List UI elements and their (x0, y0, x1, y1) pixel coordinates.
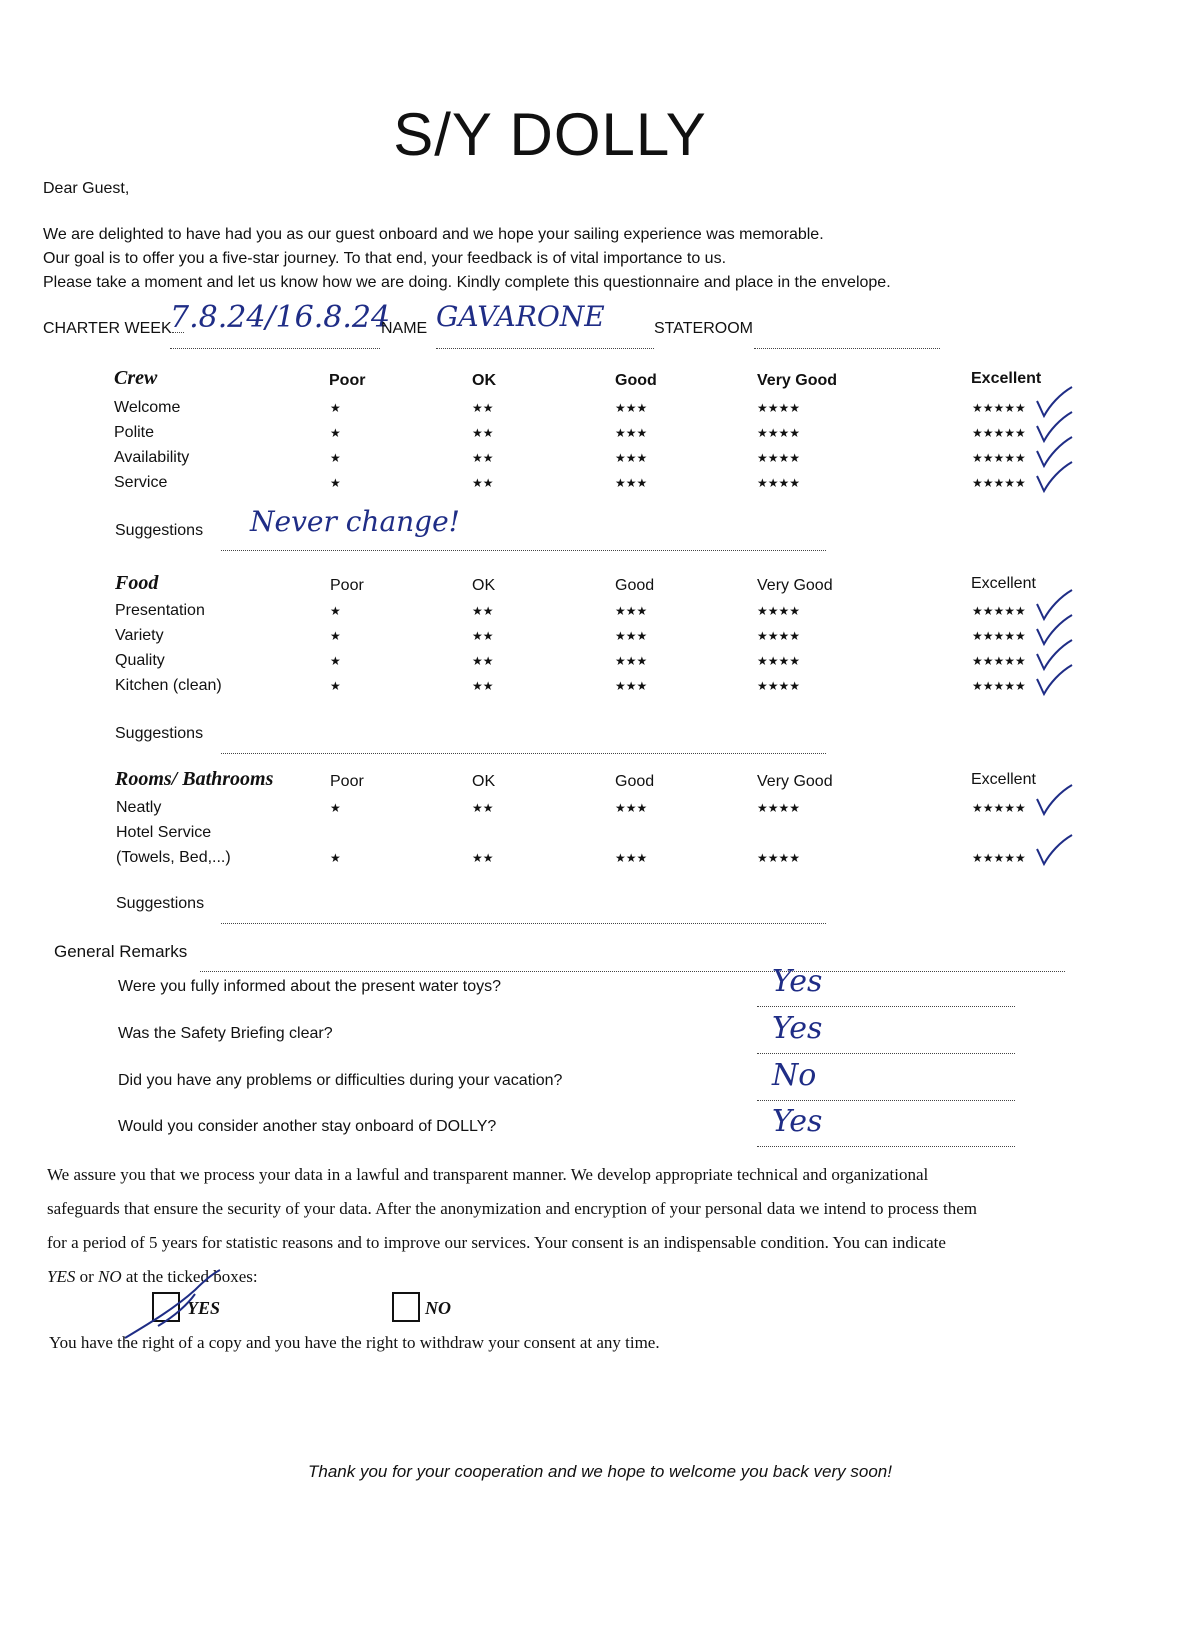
rooms-rating-option[interactable]: ★ (330, 801, 341, 815)
food-rating-option[interactable]: ★★★★★ (972, 654, 1026, 668)
name-field[interactable]: GAVARONE (436, 300, 605, 333)
crew-rating-option[interactable]: ★★ (472, 401, 494, 415)
crew-rating-option[interactable]: ★ (330, 451, 341, 465)
crew-row-label: Service (114, 474, 168, 491)
col-poor: Poor (330, 577, 364, 594)
col-excellent: Excellent (971, 771, 1036, 788)
remark-question: Did you have any problems or difficulties during your vacation? (118, 1072, 563, 1089)
name-label: NAME (381, 320, 428, 337)
crew-suggestions-label: Suggestions (115, 522, 204, 539)
crew-check-mark (1034, 460, 1074, 494)
rooms-rating-option[interactable]: ★★★★ (757, 801, 801, 815)
crew-rating-option[interactable]: ★★ (472, 451, 494, 465)
food-check-mark (1034, 663, 1074, 697)
crew-rating-option[interactable]: ★★★★★ (972, 426, 1026, 440)
food-rating-option[interactable]: ★ (330, 604, 341, 618)
col-poor: Poor (329, 372, 366, 389)
remark-question: Would you consider another stay onboard of DOLLY? (118, 1118, 497, 1135)
consent-line-3: for a period of 5 years for statistic reasons and to improve our services. Your consent is an indispensable condition. You can indicate (47, 1233, 946, 1252)
salutation: Dear Guest, (43, 180, 130, 197)
food-rating-option[interactable]: ★ (330, 629, 341, 643)
rooms-rating-option[interactable]: ★★★★ (757, 851, 801, 865)
consent-line-1: We assure you that we process your data in a lawful and transparent manner. We develop appropriate technical and organizational (47, 1165, 929, 1184)
crew-rating-option[interactable]: ★★★ (615, 401, 648, 415)
col-good: Good (615, 372, 657, 389)
rooms-rating-option[interactable]: ★★ (472, 801, 494, 815)
crew-rating-option[interactable]: ★★★★ (757, 476, 801, 490)
rooms-rating-option[interactable]: ★★★ (615, 851, 648, 865)
col-ok: OK (472, 577, 496, 594)
food-rating-option[interactable]: ★ (330, 679, 341, 693)
thank-you-note: Thank you for your cooperation and we hope to welcome you back very soon! (307, 1462, 892, 1481)
intro-line-1: We are delighted to have had you as our guest onboard and we hope your sailing experience was memorable. (43, 226, 824, 243)
remark-answer-field[interactable]: Yes (772, 964, 823, 999)
col-very-good: Very Good (757, 577, 833, 594)
rooms-check-mark (1034, 783, 1074, 817)
col-very-good: Very Good (757, 372, 838, 389)
food-rating-option[interactable]: ★★★★ (757, 654, 801, 668)
crew-suggestions-field[interactable]: Never change! (250, 505, 460, 538)
crew-rating-option[interactable]: ★★★★ (757, 426, 801, 440)
intro-line-2: Our goal is to offer you a five-star journey. To that end, your feedback is of vital importance to us. (43, 250, 727, 267)
rooms-row-label: Neatly (116, 799, 162, 816)
rooms-rating-option[interactable]: ★★ (472, 851, 494, 865)
food-rating-option[interactable]: ★★★ (615, 629, 648, 643)
col-ok: OK (472, 773, 496, 790)
crew-section-title: Crew (114, 367, 158, 389)
food-rating-option[interactable]: ★★★ (615, 654, 648, 668)
food-row-label: Variety (115, 627, 164, 644)
crew-rating-option[interactable]: ★★ (472, 476, 494, 490)
crew-rating-option[interactable]: ★★★★★ (972, 476, 1026, 490)
remark-answer-field[interactable]: Yes (772, 1104, 823, 1139)
consent-no-label: NO (425, 1298, 451, 1318)
food-rating-option[interactable]: ★★ (472, 679, 494, 693)
remark-question: Were you fully informed about the present water toys? (118, 978, 502, 995)
col-excellent: Excellent (971, 370, 1042, 387)
remark-answer-field[interactable]: Yes (772, 1011, 823, 1046)
col-poor: Poor (330, 773, 364, 790)
col-good: Good (615, 773, 655, 790)
food-rating-option[interactable]: ★★ (472, 629, 494, 643)
crew-rating-option[interactable]: ★★★★★ (972, 451, 1026, 465)
food-rating-option[interactable]: ★★★★★ (972, 679, 1026, 693)
general-remarks-field[interactable] (200, 959, 1065, 977)
page-title: S/Y DOLLY (393, 101, 707, 168)
consent-yes-label: YES (187, 1298, 221, 1318)
food-rating-option[interactable]: ★ (330, 654, 341, 668)
rooms-rating-option[interactable]: ★★★★★ (972, 801, 1026, 815)
charter-week-field[interactable]: 7.8.24/16.8.24 (170, 300, 391, 335)
food-row-label: Presentation (115, 602, 205, 619)
food-rating-option[interactable]: ★★★★ (757, 604, 801, 618)
col-excellent: Excellent (971, 575, 1036, 592)
crew-rating-option[interactable]: ★ (330, 426, 341, 440)
crew-row-label: Welcome (114, 399, 181, 416)
remark-answer-field[interactable]: No (772, 1058, 817, 1093)
rooms-row-label: (Towels, Bed,...) (116, 849, 231, 866)
col-very-good: Very Good (757, 773, 833, 790)
food-rating-option[interactable]: ★★★★ (757, 679, 801, 693)
crew-rating-option[interactable]: ★ (330, 476, 341, 490)
crew-rating-option[interactable]: ★★★ (615, 451, 648, 465)
general-remarks-label: General Remarks (54, 942, 188, 961)
crew-rating-option[interactable]: ★ (330, 401, 341, 415)
food-row-label: Quality (115, 652, 165, 669)
crew-rating-option[interactable]: ★★★ (615, 426, 648, 440)
food-rating-option[interactable]: ★★★★★ (972, 604, 1026, 618)
consent-line-4: YES or NO at the ticked boxes: (47, 1267, 258, 1286)
charter-week-label: CHARTER WEEK (43, 320, 172, 337)
crew-rating-option[interactable]: ★★★★ (757, 451, 801, 465)
rooms-suggestions-field[interactable] (221, 911, 826, 929)
col-good: Good (615, 577, 655, 594)
crew-row-label: Availability (114, 449, 190, 466)
rooms-suggestions-label: Suggestions (116, 895, 205, 912)
crew-rating-option[interactable]: ★★★★★ (972, 401, 1026, 415)
food-section-title: Food (115, 572, 159, 594)
food-rating-option[interactable]: ★★ (472, 654, 494, 668)
food-rating-option[interactable]: ★★★★★ (972, 629, 1026, 643)
header-fields (43, 320, 184, 338)
food-rating-option[interactable]: ★★★ (615, 679, 648, 693)
food-rating-option[interactable]: ★★★★ (757, 629, 801, 643)
food-suggestions-label: Suggestions (115, 725, 204, 742)
rooms-section-title: Rooms/ Bathrooms (115, 768, 274, 790)
food-rating-option[interactable]: ★★★ (615, 604, 648, 618)
rooms-check-mark (1034, 833, 1074, 867)
rooms-rating-option[interactable]: ★★★ (615, 801, 648, 815)
rooms-rating-option[interactable]: ★★★★★ (972, 851, 1026, 865)
stateroom-label: STATEROOM (654, 320, 753, 337)
rooms-rating-option[interactable]: ★ (330, 851, 341, 865)
consent-line-2: safeguards that ensure the security of your data. After the anonymization and encryption of your personal data we intend to process them (47, 1199, 977, 1218)
food-suggestions-field[interactable] (221, 741, 826, 759)
food-rating-option[interactable]: ★★ (472, 604, 494, 618)
crew-row-label: Polite (114, 424, 155, 441)
col-ok: OK (472, 372, 496, 389)
crew-rating-option[interactable]: ★★★★ (757, 401, 801, 415)
rooms-row-label: Hotel Service (116, 824, 212, 841)
food-row-label: Kitchen (clean) (115, 677, 222, 694)
remark-question: Was the Safety Briefing clear? (118, 1025, 333, 1042)
rights-line: You have the right of a copy and you have the right to withdraw your consent at any time. (49, 1333, 660, 1352)
consent-no-checkbox[interactable] (392, 1292, 420, 1322)
crew-rating-option[interactable]: ★★ (472, 426, 494, 440)
crew-rating-option[interactable]: ★★★ (615, 476, 648, 490)
intro-line-3: Please take a moment and let us know how we are doing. Kindly complete this questionnaire and place in the envelope. (43, 274, 891, 291)
